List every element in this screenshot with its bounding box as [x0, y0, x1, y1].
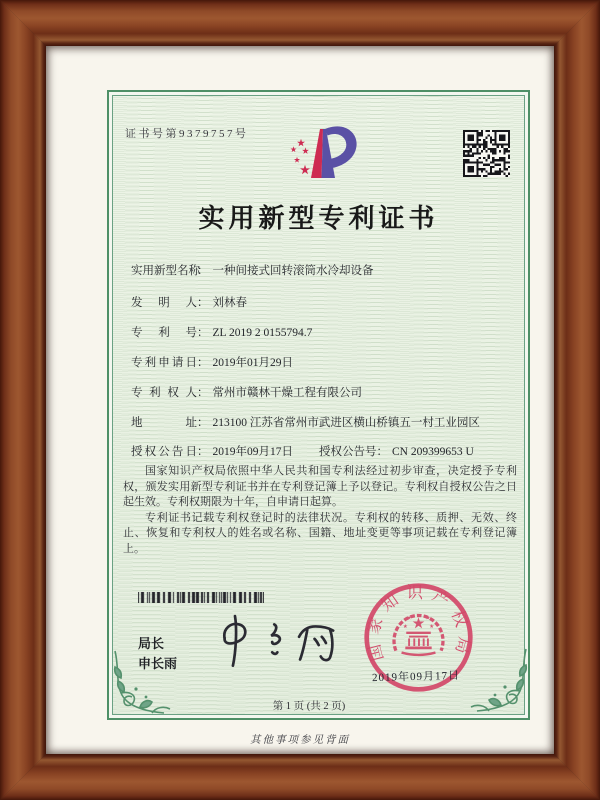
field-label: 实用新型名称: [131, 265, 200, 277]
seal-date: 2019年09月17日: [371, 669, 461, 685]
field-label: 专利申请日: [131, 357, 197, 369]
seal-ring-text: 国家知识产权局: [362, 582, 475, 664]
field-row-patent-number: [131, 325, 523, 341]
field-label: 地址: [131, 417, 197, 429]
field-row-inventor: [131, 295, 523, 311]
field-value: 213100 江苏省常州市武进区横山桥镇五一村工业园区: [212, 417, 480, 429]
field-value: 2019年09月17日: [212, 446, 293, 458]
field-colon: ：: [197, 327, 209, 339]
field-label: 授权公告日: [131, 446, 197, 458]
director-title: 局长: [138, 636, 165, 651]
certificate-paper: [46, 46, 554, 754]
field-value: 2019年01月29日: [212, 357, 293, 369]
handwritten-signature: [212, 612, 352, 674]
qr-code: [463, 130, 510, 177]
corner-flourish-ornament-right: [467, 643, 529, 717]
back-note: 其他事项参见背面: [250, 735, 350, 746]
field-colon: ：: [197, 297, 209, 309]
field-row-grant: [131, 444, 523, 460]
field-pair-grant-number: [319, 444, 474, 460]
certificate-body: [107, 90, 530, 720]
field-colon: ：: [197, 446, 209, 458]
field-colon: ：: [197, 387, 209, 399]
national-emblem-icon: [394, 615, 443, 654]
barcode: [138, 592, 264, 603]
field-row-utility-model-name: [131, 263, 523, 279]
director-name: 申长雨: [138, 656, 178, 671]
picture-frame-bottom: [0, 754, 600, 800]
field-value: CN 209399653 U: [392, 446, 474, 458]
field-colon: ：: [197, 357, 209, 369]
legal-paragraph-1: 国家知识产权局依照中华人民共和国专利法经过初步审查，决定授予专利权，颁发实用新型专利证书并在专利登记簿上予以登记。专利权自授权公告之日起生效。专利权期限为十年，自申请日起算。: [123, 465, 517, 508]
field-label: 授权公告号: [319, 446, 377, 458]
cnipa-logo-icon: [279, 122, 363, 188]
field-label: 发明人: [131, 297, 197, 309]
field-value: 刘林春: [212, 297, 247, 309]
field-row-filing-date: [131, 355, 523, 371]
legal-paragraph-2: 专利证书记载专利权登记时的法律状况。专利权的转移、质押、无效、终止、恢复和专利权人的姓名或名称、国籍、地址变更等事项记载在专利登记簿上。: [123, 511, 517, 555]
corner-flourish-ornament-left: [112, 645, 174, 719]
legal-text: [123, 464, 517, 557]
picture-frame-top: [0, 0, 600, 46]
field-value: 常州市赣林干燥工程有限公司: [212, 387, 362, 399]
field-row-address: [131, 415, 523, 431]
picture-frame-left: [0, 0, 46, 800]
field-row-patentee: [131, 385, 523, 401]
certificate-title: 实用新型专利证书: [198, 204, 439, 233]
field-colon: ：: [376, 446, 388, 458]
field-colon: ：: [197, 417, 209, 429]
field-label: 专利权人: [131, 387, 197, 399]
page-number: 第 1 页 (共 2 页): [272, 701, 346, 712]
certificate-number: 证书号第9379757号: [125, 128, 249, 140]
field-label: 专利号: [131, 327, 197, 339]
field-value: ZL 2019 2 0155794.7: [212, 327, 313, 339]
field-value: 一种间接式回转滚筒水冷却设备: [212, 265, 374, 277]
picture-frame-right: [554, 0, 600, 800]
field-colon: ：: [197, 265, 209, 277]
